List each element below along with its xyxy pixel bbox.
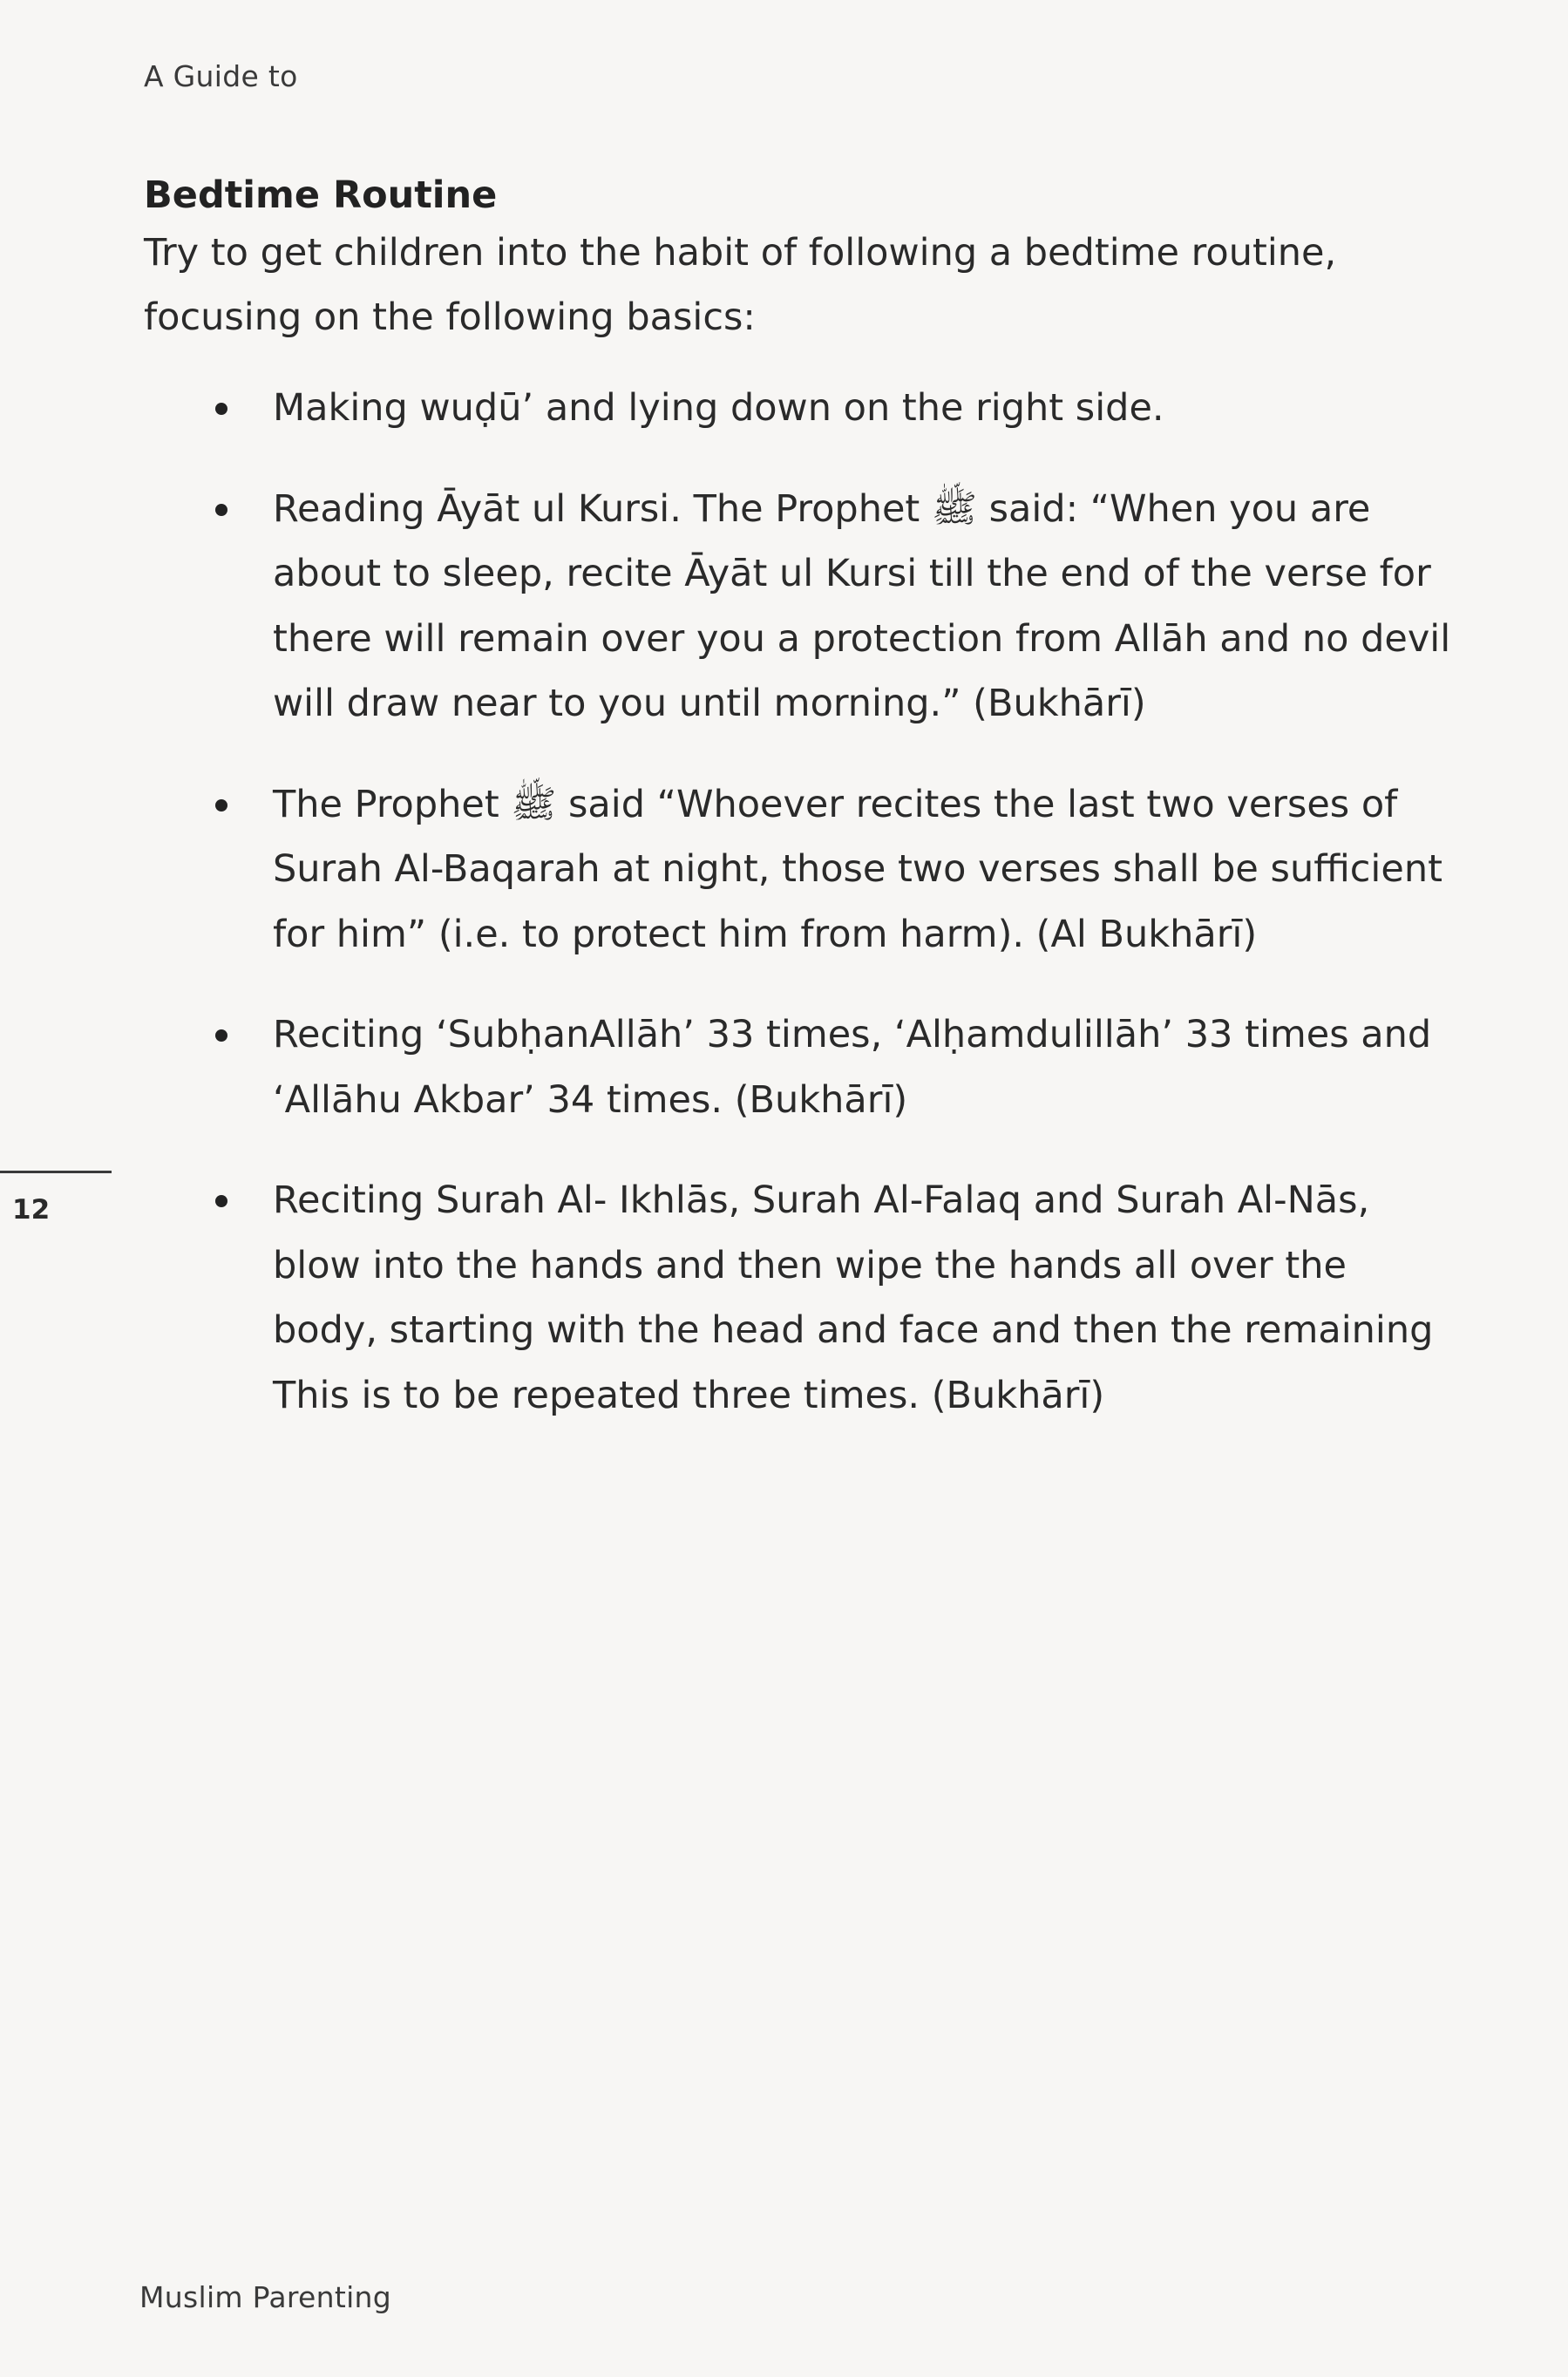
running-header: A Guide to <box>144 59 298 93</box>
page-number: 12 <box>12 1194 51 1226</box>
list-item <box>144 477 1460 737</box>
bullet-list <box>144 376 1460 1428</box>
list-item-text: The Prophet ﷺ said “Whoever recites the last two verses of Surah Al-Baqarah at night, those two verses shall be sufficient for him” (i.e. to protect him from harm). (Al Bukhārī) <box>273 782 1442 956</box>
running-footer: Muslim Parenting <box>139 2280 392 2314</box>
bullet-icon <box>215 403 227 415</box>
bullet-icon <box>215 1029 227 1042</box>
list-item-text: Making wuḍū’ and lying down on the right side. <box>273 386 1164 430</box>
bullet-icon <box>215 1195 227 1207</box>
section-title: Bedtime Routine <box>144 173 498 217</box>
list-item-text: Reciting Surah Al- Ikhlās, Surah Al-Falaq and Surah Al-Nās, blow into the hands and then wipe the hands all over the body, starting with the head and face and then the remaining This is to be repeated three times. (Bukhārī) <box>273 1178 1434 1417</box>
list-item <box>144 376 1460 441</box>
main-content <box>144 170 1460 1464</box>
list-item <box>144 1002 1460 1132</box>
list-item <box>144 1168 1460 1428</box>
list-item-text: Reciting ‘SubḥanAllāh’ 33 times, ‘Alḥamdulillāh’ 33 times and ‘Allāhu Akbar’ 34 times. (Bukhārī) <box>273 1013 1432 1122</box>
bullet-icon <box>215 504 227 516</box>
page-number-rule <box>0 1171 112 1173</box>
list-item-text: Reading Āyāt ul Kursi. The Prophet ﷺ said: “When you are about to sleep, recite Āyāt ul Kursi till the end of the verse for there will remain over you a protection from Allāh and no devil will draw near to you until morning.” (Bukhārī) <box>273 486 1451 725</box>
section-intro: Try to get children into the habit of following a bedtime routine, focusing on the following basics: <box>144 231 1337 339</box>
bullet-icon <box>215 799 227 812</box>
list-item <box>144 772 1460 968</box>
